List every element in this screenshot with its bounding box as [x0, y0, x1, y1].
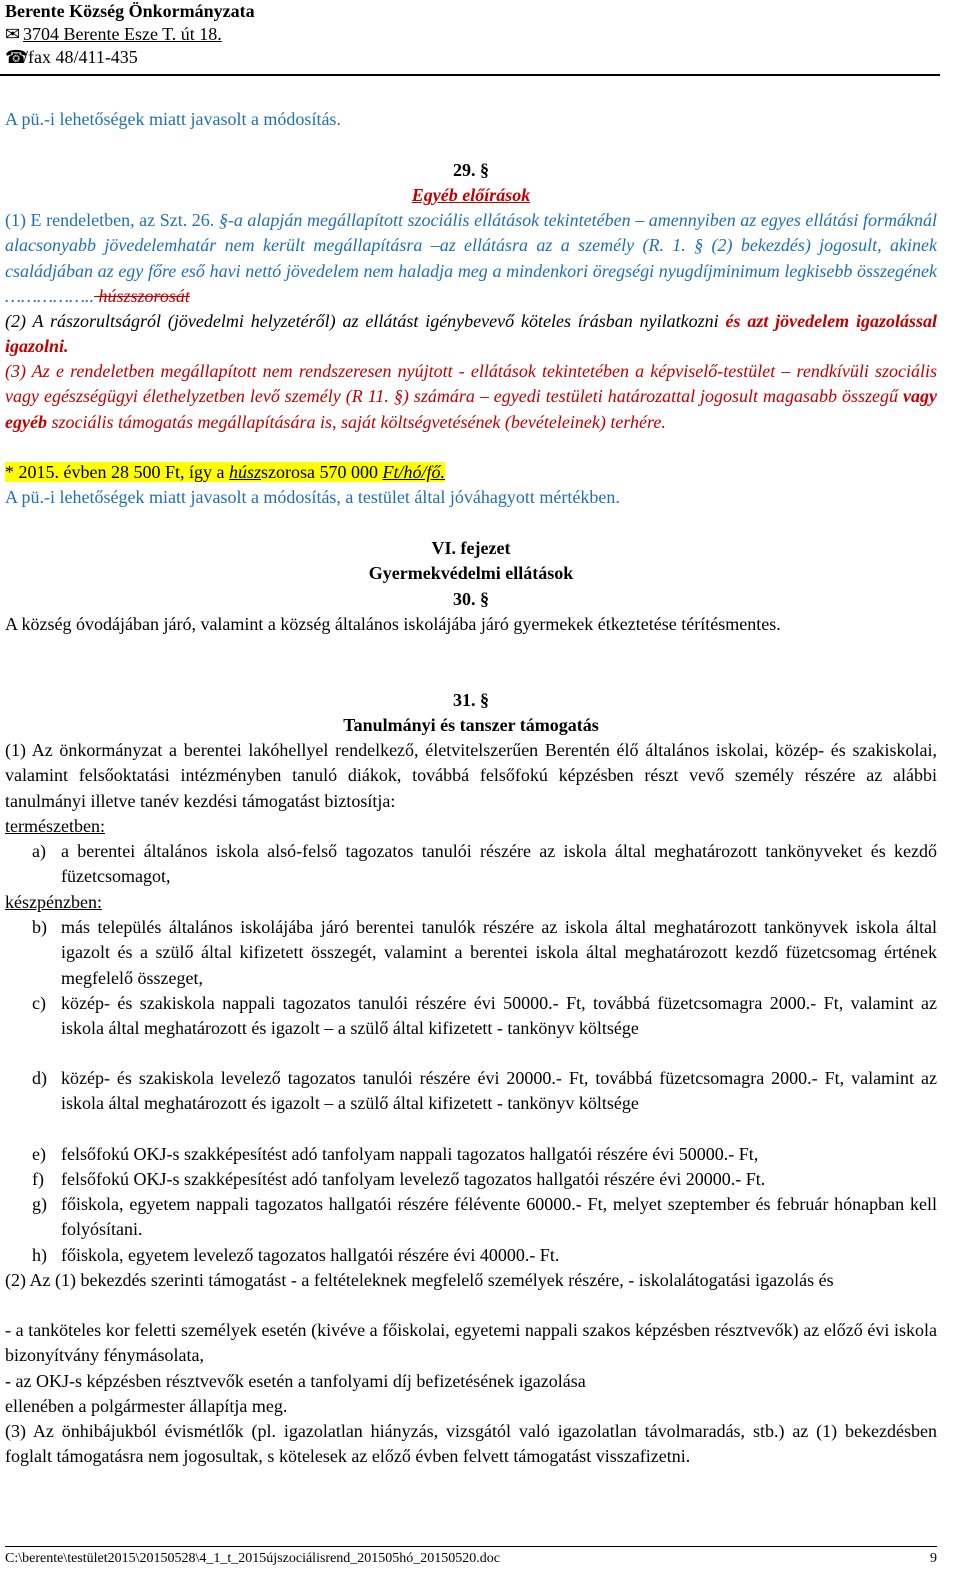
para-2-start: (2) A rászorultságról (jövedelmi helyzetéről) az ellátást igénybevevő köteles írásban nyilatkozni [5, 311, 726, 331]
amount-note-a: * 2015. évben 28 500 Ft, így a [5, 462, 229, 482]
amount-note-d: Ft/hó/fő. [382, 462, 445, 482]
list-marker: b) [32, 917, 47, 937]
section-29-para-3 [5, 359, 937, 435]
chapter-label: VI. fejezet [431, 538, 511, 558]
note-1: A pü.-i lehetőségek miatt javasolt a módosítás. [5, 109, 341, 129]
section-30-number: 30. § [453, 589, 489, 609]
section-31-dash-1: - a tanköteles kor feletti személyek esetén (kivéve a főiskolai, egyetemi nappali szakos képzésben résztvevők) az előző évi iskola bizonyítvány fénymásolata, [5, 1320, 937, 1366]
list-text: felsőfokú OKJ-s szakképesítést adó tanfolyam levelező tagozatos hallgatói részére évi 20000.- Ft. [61, 1169, 766, 1189]
para-2-bold: és azt jövedelem igazolással igazolni. [5, 311, 937, 357]
section-31-para-3: (3) Az önhibájukból évismétlők (pl. igazolatlan hiányzás, vizsgától való igazolatlan távolmaradás, stb.) az (1) bekezdésben foglalt támogatásra nem jogosultak, s kötelesek az előző évben felvett támogatást visszafizetni. [5, 1421, 937, 1467]
section-31-number: 31. § [453, 690, 489, 710]
list-marker: e) [32, 1144, 46, 1164]
section-29-number: 29. § [453, 160, 489, 180]
chapter-title: Gyermekvédelmi ellátások [368, 563, 574, 583]
header-divider [0, 74, 940, 76]
list-marker: c) [32, 993, 46, 1013]
phone-fax: /fax 48/411-435 [23, 47, 138, 67]
amount-note [5, 460, 937, 485]
section-31-para-1: (1) Az önkormányzat a berentei lakóhellyel rendelkező, életvitelszerűen Berentén élő általános iskolai, közép- és szakiskolai, valamint felsőoktatási intézményben tanuló diákok, továbbá felsőfokú képzésben részt vevő személy részére az alábbi tanulmányi illetve tanév kezdési támogatást biztosítja: [5, 740, 937, 811]
para-1-body: §-a alapján megállapított szociális ellátások tekintetében – amennyiben az egyes ellátási formáknál alacsonyabb jövedelemhatár nem került megállapításra –az ellátásra az a személy (R. 1. § (2) bekezdés) jogosult, akinek családjában az egy főre eső havi nettó jövedelem nem haladja meg a mindenkori öregségi nyugdíjminimum legkisebb összegének …………….. [5, 210, 937, 306]
cash-label: készpénzben: [5, 892, 102, 912]
list-text: a berentei általános iskola alsó-felső tagozatos tanulói részére az iskola által meghatározott tankönyveket és kezdő füzetcsomagot, [61, 841, 937, 887]
list-text: főiskola, egyetem nappali tagozatos hallgatói részére félévente 60000.- Ft, melyet szeptember és február hónapban kell folyósítani. [61, 1194, 937, 1240]
list-text: közép- és szakiskola levelező tagozatos tanulói részére évi 20000.- Ft, továbbá füzetcsomagra 2000.- Ft, valamint az iskola által meghatározott és igazolt – a szülő által kifizetett - tankönyv költsége [61, 1068, 937, 1114]
org-name: Berente Község Önkormányzata [5, 1, 255, 21]
section-31-para-2-end: ellenében a polgármester állapítja meg. [5, 1396, 288, 1416]
list-marker: a) [32, 841, 46, 861]
list-item-d [5, 1066, 937, 1117]
list-marker: h) [32, 1245, 47, 1265]
list-item-e [5, 1142, 937, 1167]
section-29-para-1 [5, 208, 937, 309]
list-item-h [5, 1243, 937, 1268]
section-30-text: A község óvodájában járó, valamint a község általános iskolájába járó gyermekek étkeztetése térítésmentes. [5, 614, 781, 634]
para-3-start: (3) Az e rendeletben megállapított nem rendszeresen nyújtott - ellátások tekintetében a képviselő-testület – rendkívüli szociális vagy egészségügyi élethelyzetben levő személy (R 11. §) számára – egyedi testületi határozattal jogosult magasabb összegű [5, 361, 937, 407]
in-kind-label: természetben: [5, 816, 105, 836]
file-path: C:\berente\testület2015\20150528\4_1_t_2015újszociálisrend_201505hó_20150520.doc [5, 1551, 500, 1566]
para-1-strike: húszszorosát [94, 285, 190, 306]
address-line [5, 23, 937, 46]
amount-note-b: húsz [228, 462, 261, 482]
para-3-bold: vagy egyéb [5, 386, 937, 432]
note-2: A pü.-i lehetőségek miatt javasolt a módosítás, a testület által jóváhagyott mértékben. [5, 487, 620, 507]
letterhead [5, 0, 937, 69]
list-item-g [5, 1192, 937, 1243]
list-item-c [5, 991, 937, 1042]
list-marker: g) [32, 1194, 47, 1214]
page-number: 9 [930, 1551, 937, 1566]
list-marker: f) [32, 1169, 44, 1189]
list-item-a [5, 839, 937, 890]
section-31-para-2: (2) Az (1) bekezdés szerinti támogatást - a feltételeknek megfelelő személyek részére, - iskolalátogatási igazolás és [5, 1270, 834, 1290]
list-item-b [5, 915, 937, 991]
para-1-start: (1) E rendeletben, az Szt. 26. [5, 210, 219, 230]
list-text: felsőfokú OKJ-s szakképesítést adó tanfolyam nappali tagozatos hallgatói részére évi 50000.- Ft, [61, 1144, 759, 1164]
envelope-icon: ✉ [5, 24, 21, 44]
page-footer [5, 1546, 937, 1567]
phone-line [5, 46, 937, 69]
list-text: közép- és szakiskola nappali tagozatos tanulói részére évi 50000.- Ft, továbbá füzetcsomagra 2000.- Ft, valamint az iskola által meghatározott és igazolt – a szülő által kifizetett - tankönyv költsége [61, 993, 937, 1039]
section-29-title: Egyéb előírások [411, 185, 531, 205]
list-item-f [5, 1167, 937, 1192]
list-text: más település általános iskolájába járó berentei tanulók részére az iskola által meghatározott tankönyvek iskola által igazolt és a szülő által kifizetett összegét, valamint a berentei iskola által meghatározott kezdő füzetcsomag értének megfelelő összeget, [61, 917, 937, 988]
phone-icon: ☎ [5, 47, 28, 67]
section-29-para-2 [5, 309, 937, 360]
para-3-end: szociális támogatás megállapítására is, saját költségvetésének (bevételeinek) terhére. [46, 411, 666, 432]
list-marker: d) [32, 1068, 47, 1088]
address: 3704 Berente Esze T. út 18. [23, 24, 222, 44]
section-31-title: Tanulmányi és tanszer támogatás [343, 715, 599, 735]
section-31-dash-2: - az OKJ-s képzésben résztvevők esetén a tanfolyami díj befizetésének igazolása [5, 1371, 586, 1391]
amount-note-c: szorosa 570 000 [261, 462, 383, 482]
list-text: főiskola, egyetem levelező tagozatos hallgatói részére évi 40000.- Ft. [61, 1245, 560, 1265]
